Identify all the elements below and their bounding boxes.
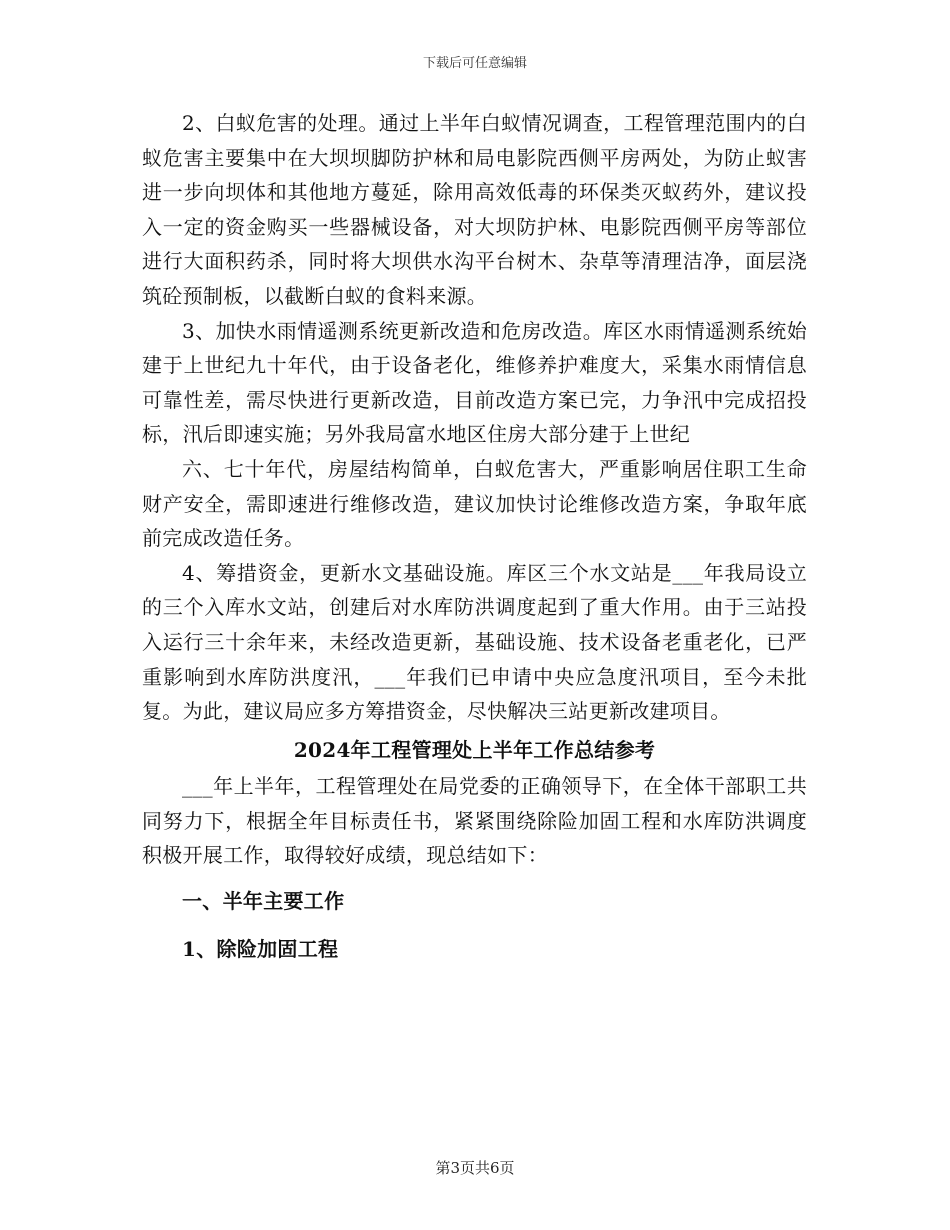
document-title: 2024年工程管理处上半年工作总结参考 bbox=[293, 737, 656, 762]
document-body bbox=[142, 106, 807, 969]
page-number: 第3页共6页 bbox=[435, 1159, 515, 1177]
paragraph-telemetry-upgrade: 3、加快水雨情遥测系统更新改造和危房改造。库区水雨情遥测系统始建于上世纪九十年代，由于设备老化，维修养护难度大，采集水雨情信息可靠性差，需尽快进行更新改造，目前改造方案已完，力争汛中完成招投标，汛后即速实施；另外我局富水地区住房大部分建于上世纪 bbox=[142, 318, 807, 447]
paragraph-intro: ___年上半年，工程管理处在局党委的正确领导下，在全体干部职工共同努力下，根据全年目标责任书，紧紧围绕除险加固工程和水库防洪调度积极开展工作，取得较好成绩，现总结如下： bbox=[142, 774, 807, 868]
page-header: 下载后可任意编辑 bbox=[422, 56, 527, 71]
paragraph-hydrology-funding: 4、筹措资金，更新水文基础设施。库区三个水文站是___年我局设立的三个入库水文站，创建后对水库防洪调度起到了重大作用。由于三站投入运行三十余年来，未经改造更新，基础设施、技术设备老重老化，已严重影响到水库防洪度汛，___年我们已申请中央应急度汛项目，至今未批复。为此，建议局应多方筹措资金，尽快解决三站更新改建项目。 bbox=[142, 560, 807, 724]
paragraph-housing-renovation: 六、七十年代，房屋结构简单，白蚁危害大，严重影响居住职工生命财产安全，需即速进行维修改造，建议加快讨论维修改造方案，争取年底前完成改造任务。 bbox=[142, 456, 807, 551]
subsection-heading-reinforcement: 1、除险加固工程 bbox=[182, 937, 339, 962]
section-heading-main-work: 一、半年主要工作 bbox=[182, 889, 345, 914]
paragraph-termite-treatment: 2、白蚁危害的处理。通过上半年白蚁情况调查，工程管理范围内的白蚁危害主要集中在大坝坝脚防护林和局电影院西侧平房两处，为防止蚁害进一步向坝体和其他地方蔓延，除用高效低毒的环保类灭蚁药外，建议投入一定的资金购买一些器械设备，对大坝防护林、电影院西侧平房等部位进行大面积药杀，同时将大坝供水沟平台树木、杂草等清理洁净，面层浇筑砼预制板，以截断白蚁的食料来源。 bbox=[142, 111, 807, 308]
